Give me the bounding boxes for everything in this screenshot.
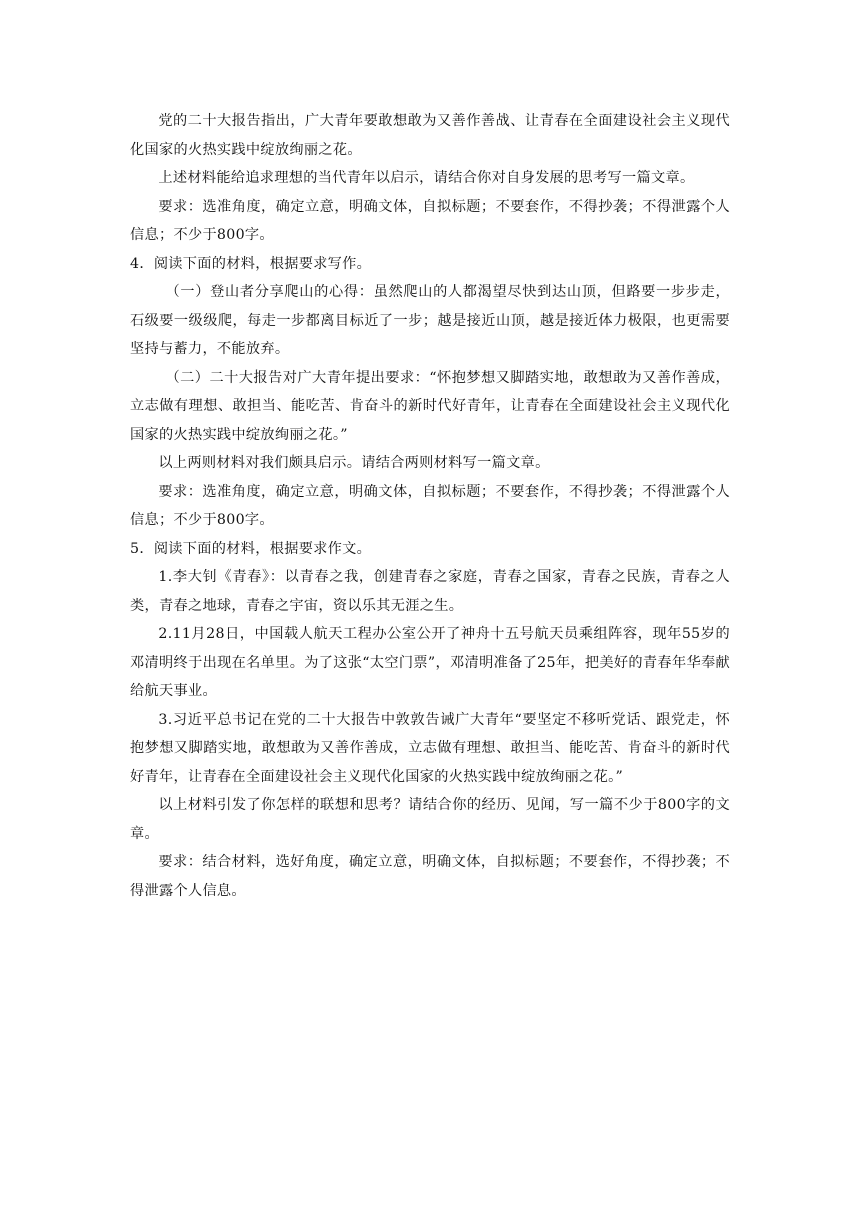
question-5-heading: 5．阅读下面的材料，根据要求作文。 bbox=[130, 540, 372, 557]
paragraph-requirements: 要求：选准角度，确定立意，明确文体，自拟标题；不要套作，不得抄袭；不得泄露个人信息；不少于800字。 bbox=[130, 198, 730, 243]
question-4-prompt: 以上两则材料对我们颇具启示。请结合两则材料写一篇文章。 bbox=[158, 455, 550, 471]
document-body bbox=[130, 107, 730, 905]
question-5-material-2: 2.11月28日，中国载人航天工程办公室公开了神舟十五号航天员乘组阵容，现年55岁的邓清明终于出现在名单里。为了这张“太空门票”，邓清明准备了25年，把美好的青春年华奉献给航天事业。 bbox=[130, 626, 730, 699]
question-5-material-1: 1.李大钊《青春》：以青春之我，创建青春之家庭，青春之国家，青春之民族，青春之人类，青春之地球，青春之宇宙，资以乐其无涯之生。 bbox=[130, 569, 730, 614]
question-5-material-3: 3.习近平总书记在党的二十大报告中敦敦告诫广大青年“要坚定不移听党话、跟党走，怀抱梦想又脚踏实地，敢想敢为又善作善成，立志做有理想、敢担当、能吃苦、肯奋斗的新时代好青年，让青春在全面建设社会主义现代化国家的火热实践中绽放绚丽之花。” bbox=[130, 711, 730, 785]
question-4-heading: 4．阅读下面的材料，根据要求写作。 bbox=[130, 255, 372, 272]
question-4-material-2: （二）二十大报告对广大青年提出要求：“怀抱梦想又脚踏实地，敢想敢为又善作善成，立志做有理想、敢担当、能吃苦、肯奋斗的新时代好青年，让青春在全面建设社会主义现代化国家的火热实践中绽放绚丽之花。” bbox=[130, 369, 730, 443]
question-4-material-1: （一）登山者分享爬山的心得：虽然爬山的人都渴望尽快到达山顶，但路要一步步走，石级要一级级爬，每走一步都离目标近了一步；越是接近山顶，越是接近体力极限，也更需要坚持与蓄力，不能放弃。 bbox=[130, 284, 730, 357]
paragraph-prompt: 上述材料能给追求理想的当代青年以启示，请结合你对自身发展的思考写一篇文章。 bbox=[158, 170, 695, 186]
paragraph-material-intro: 党的二十大报告指出，广大青年要敢想敢为又善作善战、让青春在全面建设社会主义现代化国家的火热实践中绽放绚丽之花。 bbox=[130, 113, 730, 158]
question-5-requirements: 要求：结合材料，选好角度，确定立意，明确文体，自拟标题；不要套作，不得抄袭；不得泄露个人信息。 bbox=[130, 854, 730, 899]
question-4-requirements: 要求：选准角度，确定立意，明确文体，自拟标题；不要套作，不得抄袭；不得泄露个人信息；不少于800字。 bbox=[130, 483, 730, 528]
question-5-prompt: 以上材料引发了你怎样的联想和思考？请结合你的经历、见闻，写一篇不少于800字的文章。 bbox=[130, 797, 730, 842]
